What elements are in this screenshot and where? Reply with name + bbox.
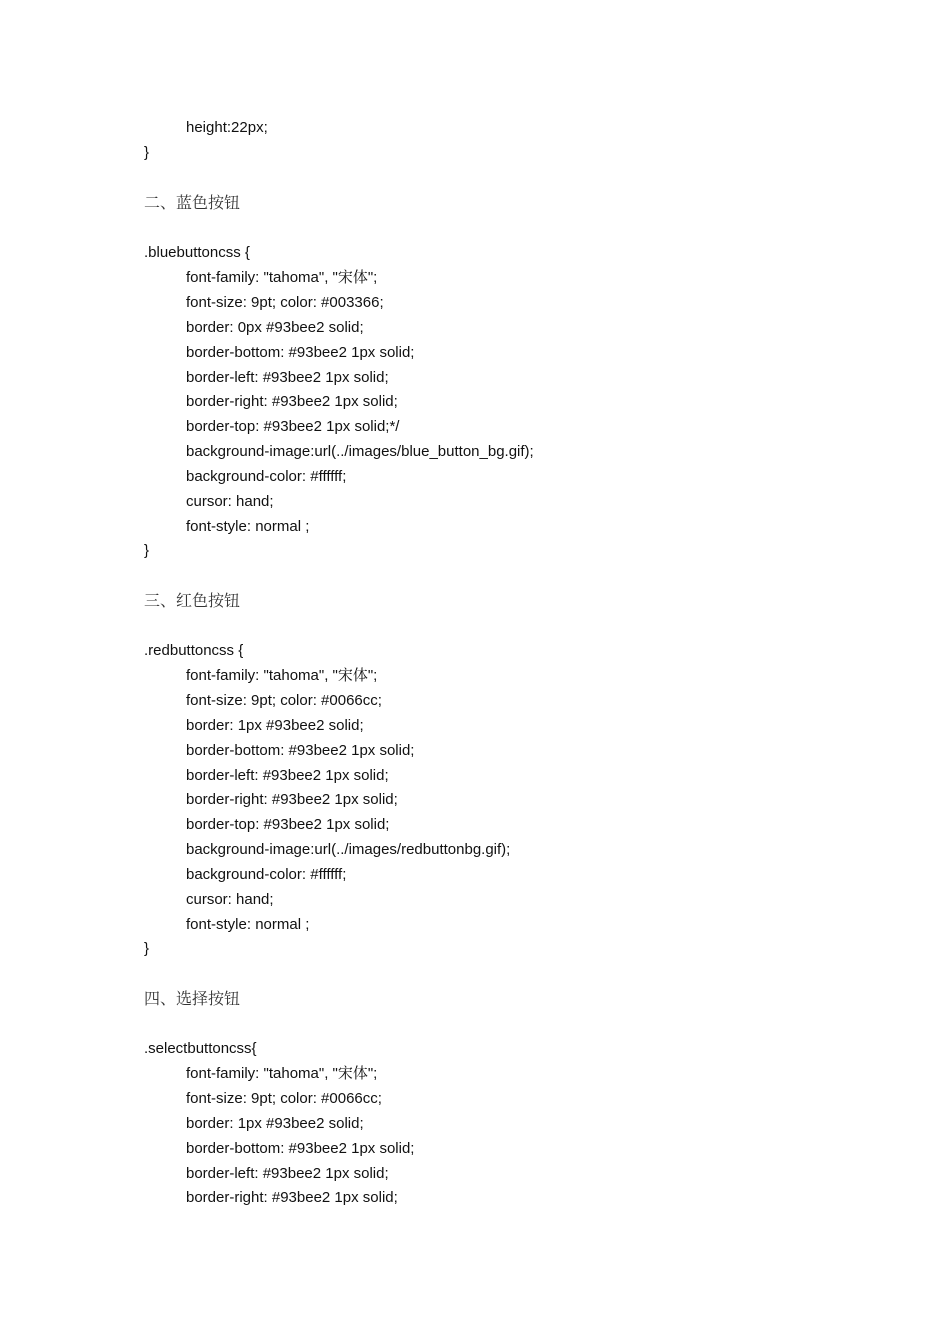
css-selector-selectbuttoncss: .selectbuttoncss{ [144, 1040, 257, 1057]
code-line: font-size: 9pt; color: #0066cc; [186, 1090, 382, 1107]
section-heading-blue-button: 二、蓝色按钮 [144, 193, 241, 212]
code-line: border-right: #93bee2 1px solid; [186, 393, 398, 410]
code-line: font-family: "tahoma", "宋体"; [186, 269, 378, 286]
section-heading-select-button: 四、选择按钮 [144, 989, 241, 1008]
code-line: font-size: 9pt; color: #003366; [186, 294, 384, 311]
code-line: } [144, 940, 150, 957]
css-selector-bluebuttoncss: .bluebuttoncss { [144, 244, 250, 261]
section-heading-red-button: 三、红色按钮 [144, 591, 241, 610]
code-line: border: 0px #93bee2 solid; [186, 319, 364, 336]
code-line: background-image:url(../images/redbuttonbg.gif); [186, 841, 511, 858]
code-line: border: 1px #93bee2 solid; [186, 1115, 364, 1132]
code-line: border-right: #93bee2 1px solid; [186, 1189, 398, 1206]
code-line: background-color: #ffffff; [186, 866, 347, 883]
code-line: border-top: #93bee2 1px solid; [186, 816, 390, 833]
code-line: border-left: #93bee2 1px solid; [186, 1165, 389, 1182]
code-line: cursor: hand; [186, 891, 274, 908]
code-line: background-image:url(../images/blue_button_bg.gif); [186, 443, 534, 460]
code-line: border-top: #93bee2 1px solid;*/ [186, 418, 400, 435]
code-line: border-bottom: #93bee2 1px solid; [186, 1140, 415, 1157]
code-line: height:22px; [186, 119, 268, 136]
code-line: border-left: #93bee2 1px solid; [186, 369, 389, 386]
css-selector-redbuttoncss: .redbuttoncss { [144, 642, 244, 659]
code-line: border-bottom: #93bee2 1px solid; [186, 742, 415, 759]
code-line: font-size: 9pt; color: #0066cc; [186, 692, 382, 709]
code-line: font-family: "tahoma", "宋体"; [186, 667, 378, 684]
code-line: border: 1px #93bee2 solid; [186, 717, 364, 734]
code-line: cursor: hand; [186, 493, 274, 510]
code-line: font-family: "tahoma", "宋体"; [186, 1065, 378, 1082]
code-line: font-style: normal ; [186, 518, 310, 535]
code-line: background-color: #ffffff; [186, 468, 347, 485]
code-line: } [144, 144, 150, 161]
code-line: border-bottom: #93bee2 1px solid; [186, 344, 415, 361]
code-line: border-right: #93bee2 1px solid; [186, 791, 398, 808]
code-line: border-left: #93bee2 1px solid; [186, 767, 389, 784]
code-line: } [144, 542, 150, 559]
code-line: font-style: normal ; [186, 916, 310, 933]
